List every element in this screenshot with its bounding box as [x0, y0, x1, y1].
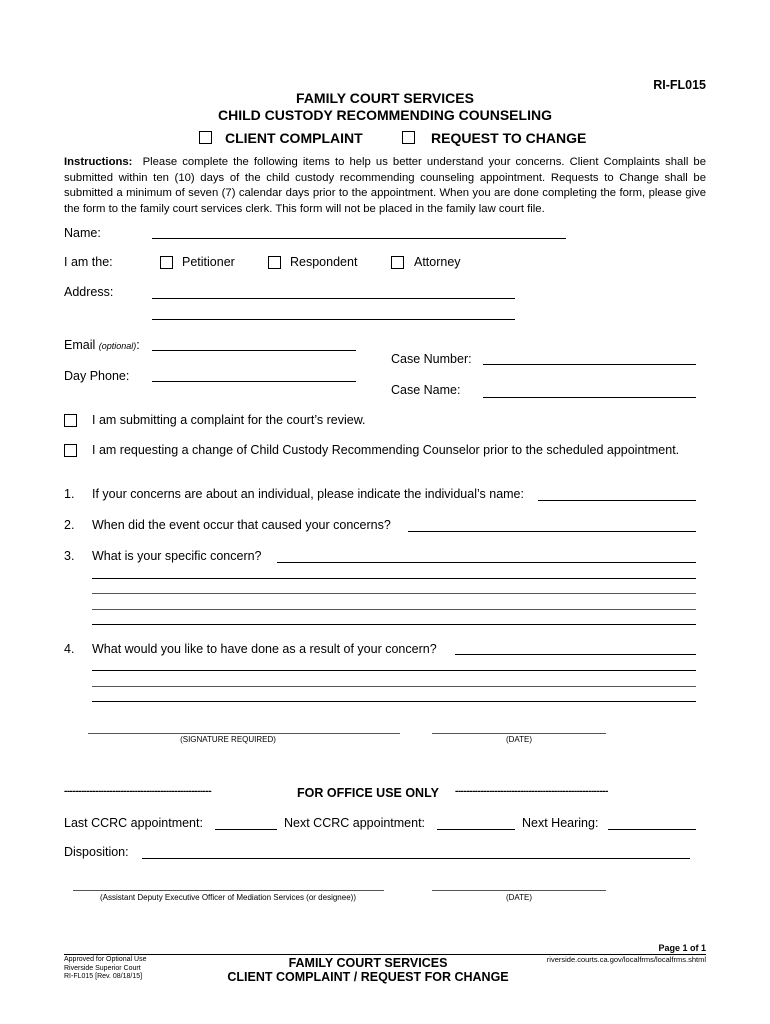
request-to-change-label: REQUEST TO CHANGE [431, 130, 587, 146]
day-phone-field[interactable] [152, 381, 356, 382]
address-field-2[interactable] [152, 319, 515, 320]
instructions [64, 155, 706, 217]
question-3-line-4[interactable] [92, 609, 696, 610]
email-label [64, 338, 140, 352]
day-phone-label: Day Phone: [64, 369, 130, 383]
change-counselor-label: I am requesting a change of Child Custody Recommending Counselor prior to the scheduled appointment. [92, 443, 680, 457]
disposition-label: Disposition: [64, 845, 129, 859]
next-hearing-label: Next Hearing: [522, 816, 599, 830]
footer-left-line-1: Approved for Optional Use [64, 956, 147, 963]
respondent-label: Respondent [290, 255, 358, 269]
email-text: Email [64, 338, 96, 352]
instructions-text: Please complete the following items to help us better understand your concerns. Client Complaints shall be submitted within ten (10) days of the child custody recommending counseling appointment. Requests to Change shall be submitted a minimum of seven (7) calendar days prior to the appointment. When you are done completing the form, please give the form to the family court services clerk. This form will not be placed in the family law court file. [64, 156, 706, 215]
footer-left-line-2: Riverside Superior Court [64, 964, 141, 972]
case-name-field[interactable] [483, 397, 696, 398]
instructions-label: Instructions: [64, 156, 133, 168]
question-1-text: If your concerns are about an individual, please indicate the individual’s name: [92, 487, 524, 501]
title-line1: FAMILY COURT SERVICES [296, 90, 474, 106]
officer-signature-field[interactable] [73, 890, 384, 891]
office-use-heading: FOR OFFICE USE ONLY [297, 786, 439, 800]
question-3-number: 3. [64, 549, 75, 563]
office-date-field[interactable] [432, 890, 606, 891]
question-3-line-2[interactable] [92, 578, 696, 579]
complaint-review-checkbox[interactable] [64, 414, 77, 427]
footer-title-1: FAMILY COURT SERVICES [288, 956, 448, 970]
question-4-text: What would you like to have done as a result of your concern? [92, 642, 437, 656]
question-4-number: 4. [64, 642, 75, 656]
attorney-checkbox[interactable] [391, 256, 404, 269]
last-ccrc-field[interactable] [215, 829, 277, 830]
case-number-field[interactable] [483, 364, 696, 365]
request-to-change-checkbox[interactable] [402, 131, 415, 144]
question-3-text: What is your specific concern? [92, 549, 262, 563]
client-complaint-checkbox[interactable] [199, 131, 212, 144]
next-hearing-field[interactable] [608, 829, 696, 830]
question-2-field[interactable] [408, 531, 696, 532]
signature-label: (SIGNATURE REQUIRED) [180, 735, 276, 744]
footer-title-2: CLIENT COMPLAINT / REQUEST FOR CHANGE [227, 970, 509, 984]
question-1-number: 1. [64, 487, 75, 501]
name-label: Name: [64, 226, 101, 240]
title-line2: CHILD CUSTODY RECOMMENDING COUNSELING [218, 107, 552, 123]
question-4-field[interactable] [455, 654, 696, 655]
office-date-label: (DATE) [505, 893, 533, 902]
address-field-1[interactable] [152, 298, 515, 299]
petitioner-checkbox[interactable] [160, 256, 173, 269]
last-ccrc-label: Last CCRC appointment: [64, 816, 203, 830]
client-complaint-label: CLIENT COMPLAINT [225, 130, 363, 146]
officer-signature-label: (Assistant Deputy Executive Officer of Mediation Services (or designee)) [100, 893, 356, 902]
question-4-line-4[interactable] [92, 701, 696, 702]
office-divider-left: ---------------------------------------------------- [64, 786, 212, 797]
footer-url[interactable]: riverside.courts.ca.gov/localfrms/localfrms.shtml [546, 955, 706, 964]
question-1-field[interactable] [538, 500, 696, 501]
question-2-text: When did the event occur that caused your concerns? [92, 518, 391, 532]
i-am-label: I am the: [64, 255, 113, 269]
footer-approval [64, 956, 147, 982]
email-colon: : [136, 338, 140, 352]
complaint-review-label: I am submitting a complaint for the court’s review. [92, 413, 366, 427]
respondent-checkbox[interactable] [268, 256, 281, 269]
disposition-field[interactable] [142, 858, 690, 859]
question-2-number: 2. [64, 518, 75, 532]
question-4-line-2[interactable] [92, 670, 696, 671]
question-3-line-5[interactable] [92, 624, 696, 625]
email-optional-note: (optional) [98, 341, 137, 351]
question-4-line-3[interactable] [92, 686, 696, 687]
form-id: RI-FL015 [653, 78, 706, 92]
attorney-label: Attorney [414, 255, 461, 269]
petitioner-label: Petitioner [182, 255, 235, 269]
email-field[interactable] [152, 350, 356, 351]
case-number-label: Case Number: [391, 352, 472, 366]
page-number: Page 1 of 1 [658, 943, 706, 953]
office-divider-right: ------------------------------------------------------ [455, 786, 608, 797]
change-counselor-checkbox[interactable] [64, 444, 77, 457]
next-ccrc-field[interactable] [437, 829, 515, 830]
question-3-field[interactable] [277, 562, 696, 563]
next-ccrc-label: Next CCRC appointment: [284, 816, 426, 830]
signature-date-label: (DATE) [505, 735, 533, 744]
signature-field[interactable] [88, 733, 400, 734]
name-field[interactable] [152, 238, 566, 239]
question-3-line-3[interactable] [92, 593, 696, 594]
case-name-label: Case Name: [391, 383, 461, 397]
address-label: Address: [64, 285, 114, 299]
footer-left-line-3: RI-FL015 [Rev. 08/18/15] [64, 973, 143, 980]
signature-date-field[interactable] [432, 733, 606, 734]
